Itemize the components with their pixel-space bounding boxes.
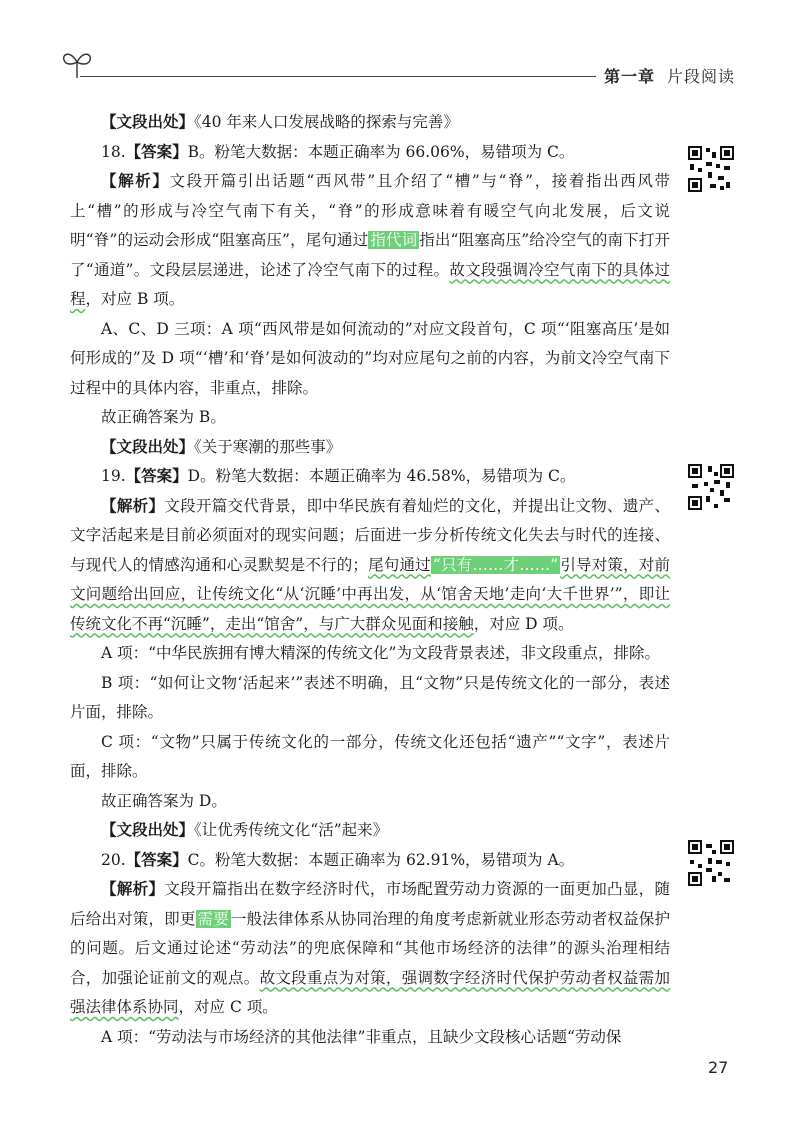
highlight-keyword: 指代词 <box>370 231 418 249</box>
answer-line-19: 19.【答案】D。粉笔大数据：本题正确率为 46.58%，易错项为 C。 <box>101 467 576 485</box>
option-analysis-18: A、C、D 三项：A 项“西风带是如何流动的”对应文段首句，C 项“‘阻塞高压’是如何形成的”及 D 项“‘槽’和‘脊’是如何波动的”均对应尾句之前的内容，为前文冷空气南下过程中的具体内容，非重点，排除。 <box>70 319 670 397</box>
source-line-18: 【文段出处】《40 年来人口发展战略的探索与完善》 <box>101 113 459 131</box>
answer-explanations <box>70 108 670 1052</box>
analysis-20: 【解析】文段开篇指出在数字经济时代，市场配置劳动力资源的一面更加凸显，随后给出对策，即更 需要 一般法律体系从协同治理的角度考虑新就业形态劳动者权益保护的问题。后文通过论述“劳动法”的兜底保障和“其他市场经济的法律”的源头治理相结合，加强论证前文的观点。故文段重点为对策，强调数字经济时代保护劳动者权益需加强法律体系协同，对应 C 项。 <box>70 880 670 1016</box>
answer-line-20: 20.【答案】C。粉笔大数据：本题正确率为 62.91%，易错项为 A。 <box>101 850 575 869</box>
analysis-19: 【解析】文段开篇交代背景，即中华民族有着灿烂的文化，并提出让文物、遗产、文字活起来是目前必须面对的现实问题；后面进一步分析传统文化失去与时代的连接、与现代人的情感沟通和心灵默契是不行的；尾句通过 “只有……才……” 引导对策，对前文问题给出回应，让传统文化“从‘沉睡’中再出发，从‘馆舍天地’走向‘大千世界’”，即让传统文化不再“沉睡”，走出“馆舍”，与广大群众见面和接触，对应 D 项。 <box>70 496 670 633</box>
qr-code-icon[interactable] <box>686 462 736 512</box>
chapter-number: 第一章 <box>604 67 656 86</box>
chapter-title <box>604 64 735 87</box>
answer-line-18: 18.【答案】B。粉笔大数据：本题正确率为 66.06%，易错项为 C。 <box>101 142 575 161</box>
page-number: 27 <box>708 1058 729 1077</box>
option-c-19: C 项：“文物”只属于传统文化的一部分，传统文化还包括“遗产”“文字”，表述片面，排除。 <box>70 732 670 780</box>
conclusion-18: 故正确答案为 B。 <box>101 408 226 426</box>
page-header <box>0 0 800 100</box>
key-sentence: 故文段强调冷空气南下的具体过程 <box>70 260 670 308</box>
option-b-19: B 项：“如何让文物‘活起来’”表述不明确，且“文物”只是传统文化的一部分，表述片面，排除。 <box>70 673 670 721</box>
sprout-icon <box>60 44 94 80</box>
option-a-19: A 项：“中华民族拥有博大精深的传统文化”为文段背景表述，非文段重点，排除。 <box>101 644 660 662</box>
qr-code-icon[interactable] <box>686 144 736 194</box>
chapter-section: 片段阅读 <box>667 67 736 86</box>
source-line-20: 【文段出处】《让优秀传统文化“活”起来》 <box>101 821 389 839</box>
highlight-keyword: 需要 <box>197 909 229 928</box>
qr-code-icon[interactable] <box>686 838 736 888</box>
conclusion-19: 故正确答案为 D。 <box>101 791 227 810</box>
key-sentence: 引导对策，对前文问题给出回应，让传统文化“从‘沉睡’中再出发，从‘馆舍天地’走向‘大千世界’”，即让传统文化不再“沉睡”，走出“馆舍”，与广大群众见面和接触 <box>70 555 670 633</box>
highlight-keyword: “只有……才……” <box>432 555 559 574</box>
source-line-19: 【文段出处】《关于寒潮的那些事》 <box>101 437 342 456</box>
option-a-20: A 项：“劳动法与市场经济的其他法律”非重点，且缺少文段核心话题“劳动保 <box>101 1027 622 1046</box>
header-rule <box>80 76 596 77</box>
analysis-18: 【解析】文段开篇引出话题“西风带”且介绍了“槽”与“脊”，接着指出西风带上“槽”的形成与冷空气南下有关，“脊”的形成意味着有暖空气向北发展，后文说明“脊”的运动会形成“阻塞高压”，尾句通过 指代词 指出“阻塞高压”给冷空气的南下打开了“通道”。文段层层递进，论述了冷空气南下的过程。故文段强调冷空气南下的具体过程，对应 B 项。 <box>70 172 670 308</box>
key-sentence: 故文段重点为对策，强调数字经济时代保护劳动者权益需加强法律体系协同 <box>70 968 670 1016</box>
